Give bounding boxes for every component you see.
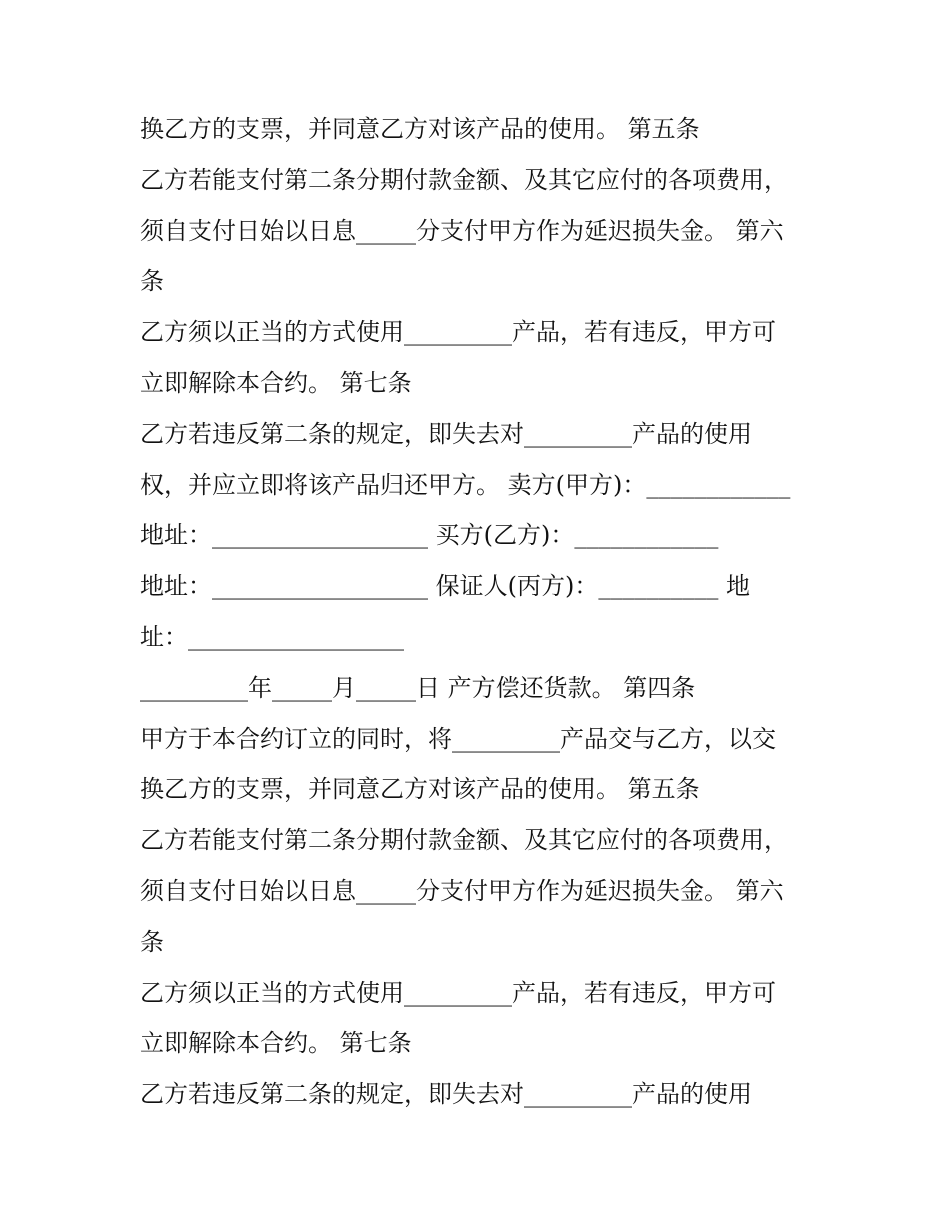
text-line: 乙方若能支付第二条分期付款金额、及其它应付的各项费用， [140,165,788,194]
text-line: _________年_____月_____日 产方偿还货款。 第四条 [140,673,696,702]
text-line: 址：__________________ [140,622,404,651]
text-line: 立即解除本合约。 第七条 [140,368,412,397]
text-line: 立即解除本合约。 第七条 [140,1029,412,1058]
text-line: 乙方若能支付第二条分期付款金额、及其它应付的各项费用， [140,826,788,855]
text-line: 须自支付日始以日息_____分支付甲方作为延迟损失金。 第六 [140,876,784,905]
text-line: 地址：__________________ 买方(乙方)：____________ [140,521,719,550]
text-line: 乙方若违反第二条的规定，即失去对_________产品的使用 [140,1080,752,1109]
text-line: 条 [140,927,164,956]
text-line: 须自支付日始以日息_____分支付甲方作为延迟损失金。 第六 [140,216,784,245]
text-line: 甲方于本合约订立的同时，将_________产品交与乙方，以交 [140,724,776,753]
text-line: 地址：__________________ 保证人(丙方)：__________ 地 [140,572,750,601]
text-line: 换乙方的支票，并同意乙方对该产品的使用。 第五条 [140,775,700,804]
text-line: 乙方若违反第二条的规定，即失去对_________产品的使用 [140,419,752,448]
text-line: 换乙方的支票，并同意乙方对该产品的使用。 第五条 [140,115,700,143]
text-line: 乙方须以正当的方式使用_________产品，若有违反，甲方可 [140,978,776,1007]
text-line: 条 [140,267,164,296]
text-line: 乙方须以正当的方式使用_________产品，若有违反，甲方可 [140,318,776,347]
text-line: 权，并应立即将该产品归还甲方。 卖方(甲方)：____________ [140,470,791,499]
contract-text-body [140,104,840,1120]
